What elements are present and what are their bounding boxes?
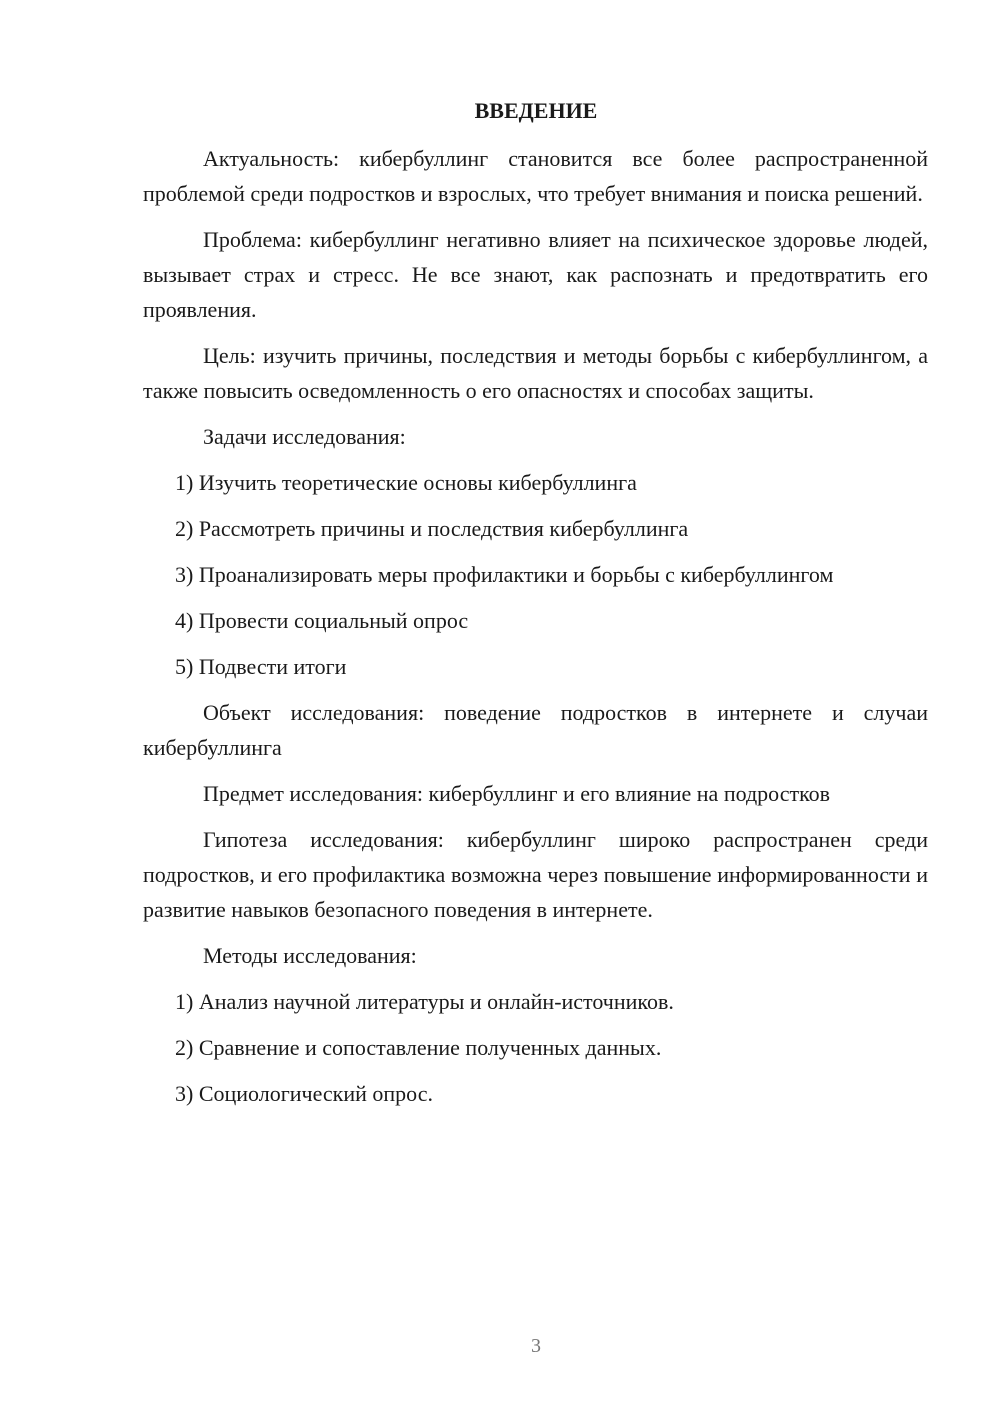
paragraph-goal: Цель: изучить причины, последствия и методы борьбы с кибербуллингом, а также повысить осведомленность о его опасностях и способах защиты. xyxy=(143,343,928,403)
page-number: 3 xyxy=(531,1335,541,1357)
paragraph-subject: Предмет исследования: кибербуллинг и его влияние на подростков xyxy=(203,781,831,806)
paragraph-problem: Проблема: кибербуллинг негативно влияет на психическое здоровье людей, вызывает страх и стресс. Не все знают, как распознать и предотвратить его проявления. xyxy=(143,227,928,322)
list-item: 1) Анализ научной литературы и онлайн-источников. xyxy=(175,989,674,1014)
document-body xyxy=(143,141,928,1122)
tasks-heading: Задачи исследования: xyxy=(203,424,406,449)
list-item: 5) Подвести итоги xyxy=(175,654,347,679)
list-item: 2) Рассмотреть причины и последствия кибербуллинга xyxy=(175,516,689,541)
list-item: 1) Изучить теоретические основы кибербуллинга xyxy=(175,470,637,495)
list-item: 3) Социологический опрос. xyxy=(175,1081,433,1106)
paragraph-relevance: Актуальность: кибербуллинг становится все более распространенной проблемой среди подростков и взрослых, что требует внимания и поиска решений. xyxy=(143,146,928,206)
methods-heading: Методы исследования: xyxy=(203,943,417,968)
methods-list xyxy=(143,984,928,1111)
list-item: 2) Сравнение и сопоставление полученных данных. xyxy=(175,1035,662,1060)
paragraph-hypothesis: Гипотеза исследования: кибербуллинг широко распространен среди подростков, и его профилактика возможна через повышение информированности и развитие навыков безопасного поведения в интернете. xyxy=(143,827,928,922)
paragraph-object: Объект исследования: поведение подростков в интернете и случаи кибербуллинга xyxy=(143,700,928,760)
page-title: ВВЕДЕНИЕ xyxy=(474,98,598,123)
list-item: 4) Провести социальный опрос xyxy=(175,608,469,633)
list-item: 3) Проанализировать меры профилактики и борьбы с кибербуллингом xyxy=(175,562,834,587)
tasks-list xyxy=(143,465,928,684)
